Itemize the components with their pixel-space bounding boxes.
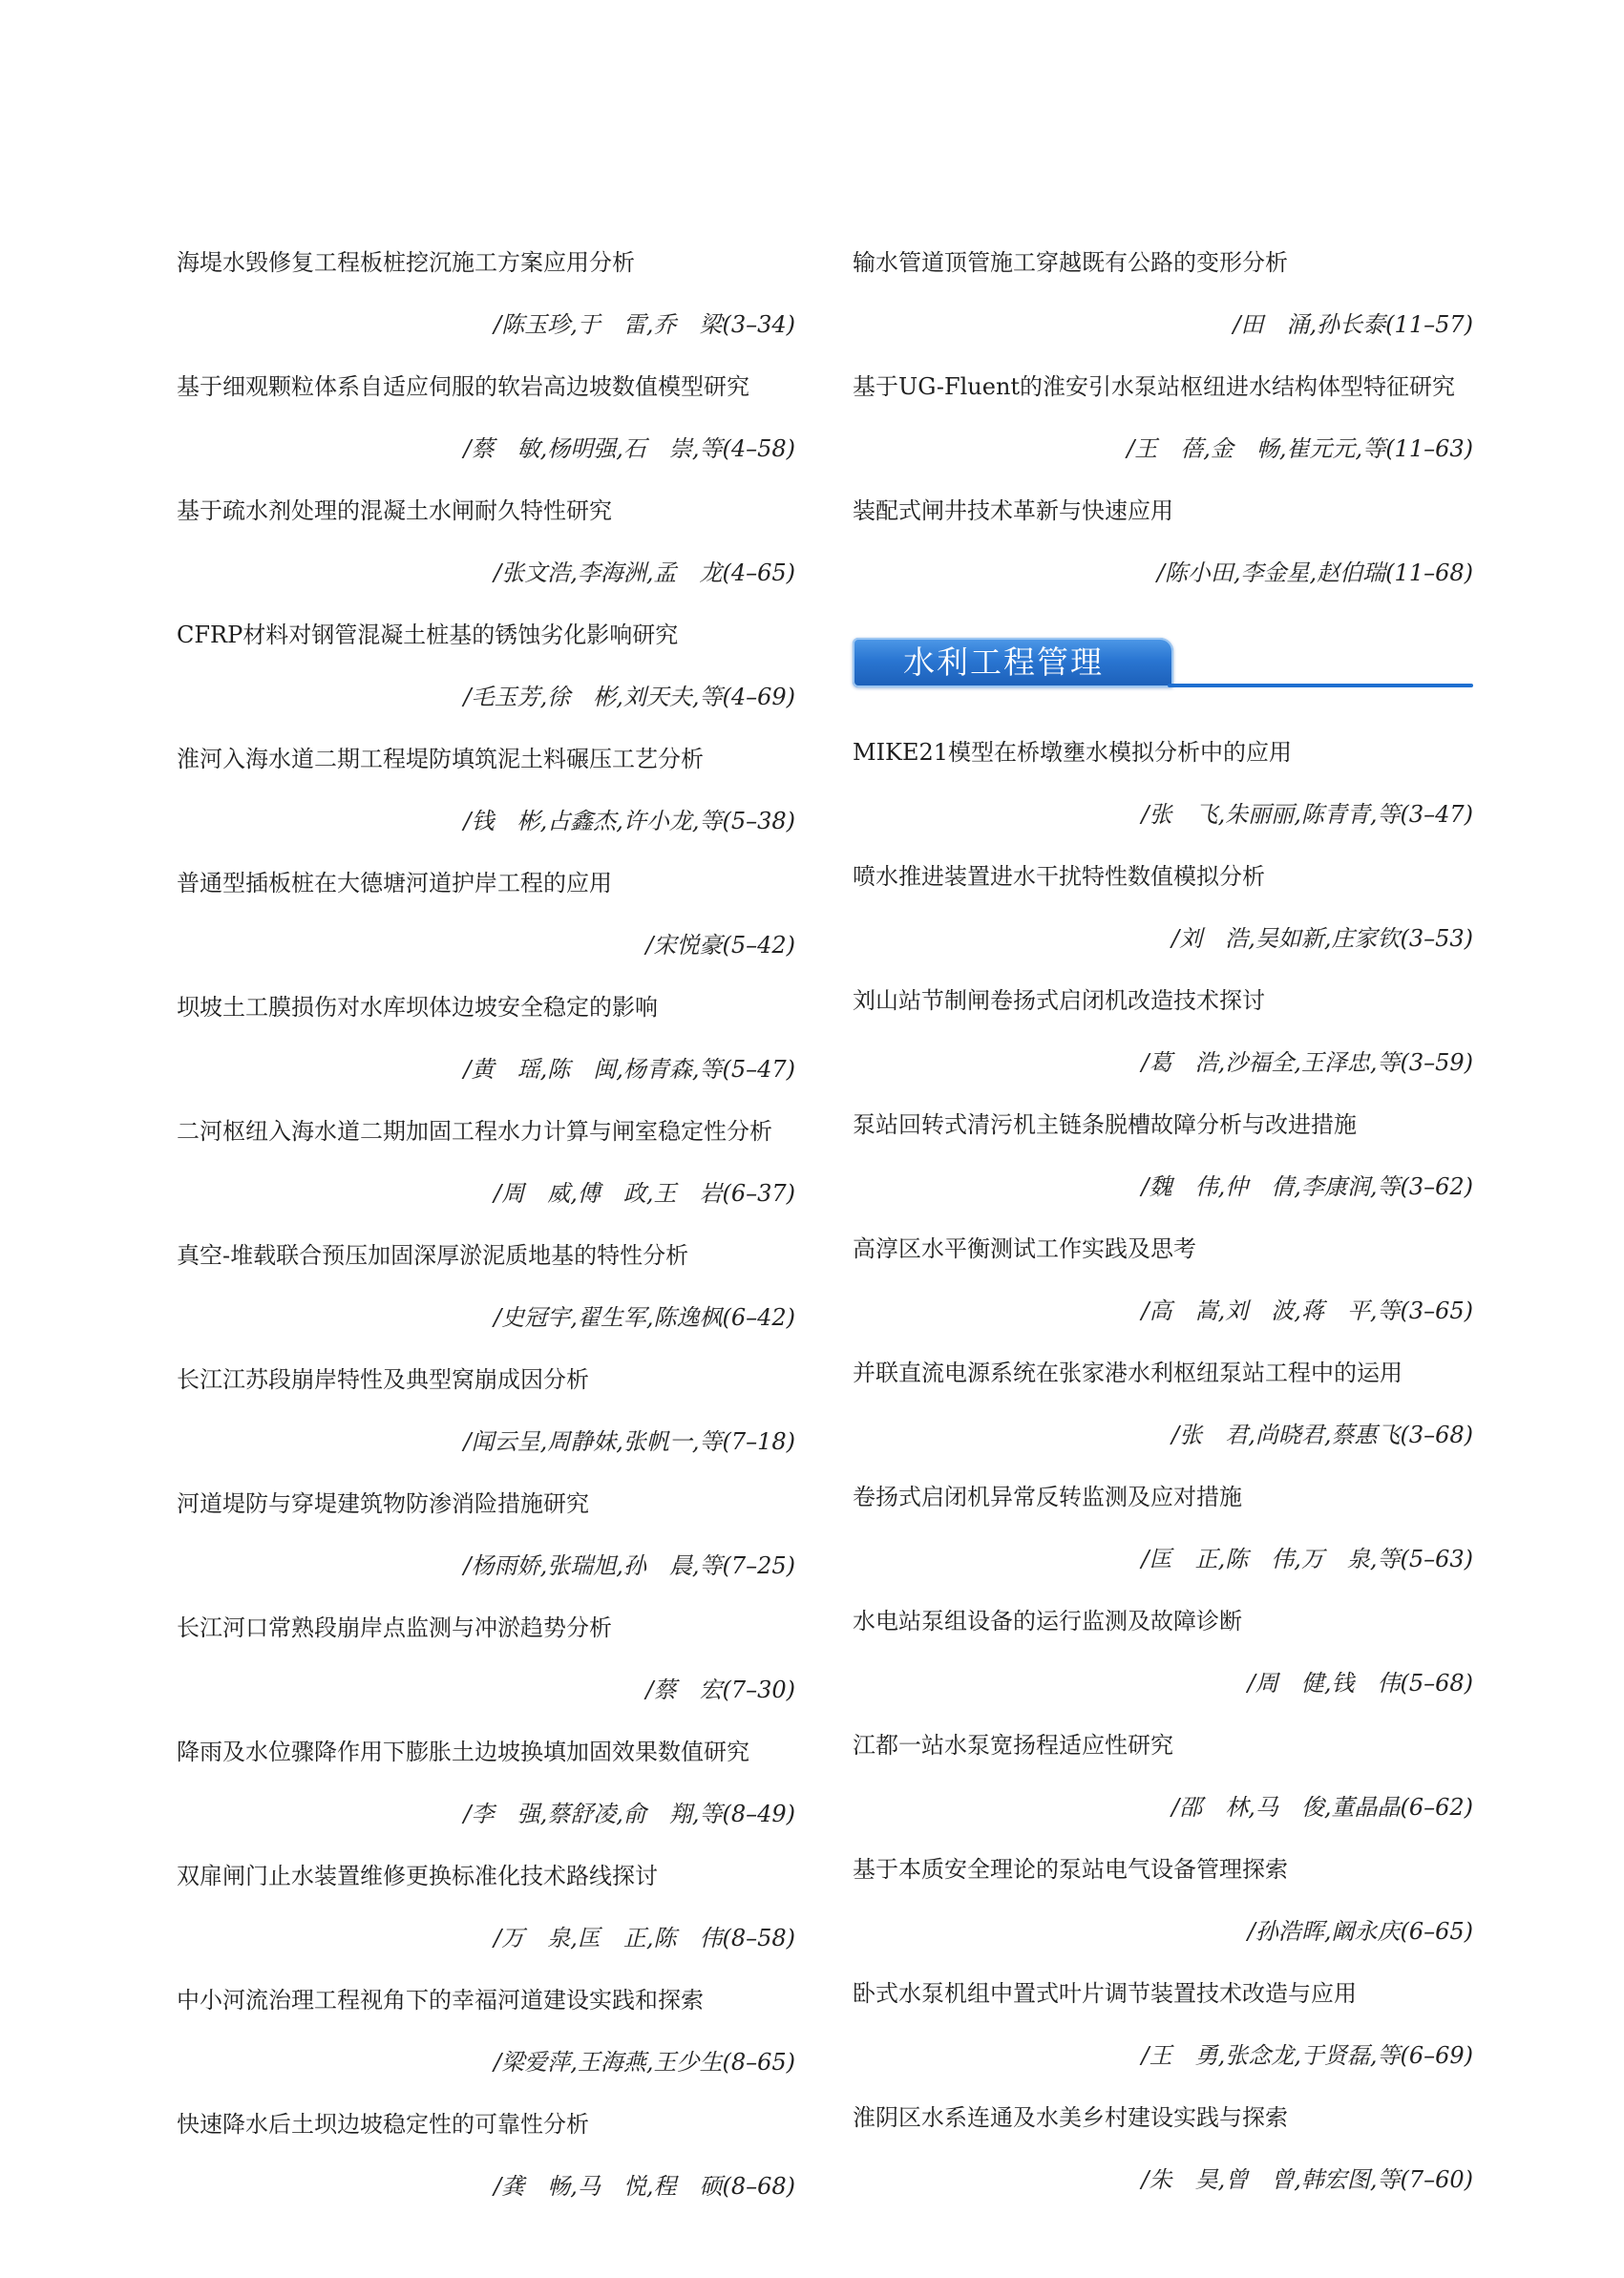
entry-title: 并联直流电源系统在张家港水利枢纽泵站工程中的运用 — [853, 1360, 1403, 1386]
index-entry — [853, 1715, 1473, 1839]
entry-title: 淮阴区水系连通及水美乡村建设实践与探索 — [853, 2104, 1288, 2131]
section-header — [853, 604, 1473, 722]
index-entry — [853, 1342, 1473, 1466]
entry-title: 基于细观颗粒体系自适应伺服的软岩高边坡数值模型研究 — [177, 373, 749, 400]
section-divider-line — [1168, 684, 1473, 687]
entry-title: 海堤水毁修复工程板桩挖沉施工方案应用分析 — [177, 249, 635, 276]
entry-authors: /田 涌,孙长泰(11–57) — [1233, 311, 1473, 338]
entry-authors: /邵 林,马 俊,董晶晶(6–62) — [1171, 1794, 1473, 1821]
entry-authors: /朱 昊,曾 曾,韩宏图,等(7–60) — [1141, 2166, 1473, 2193]
section-tab — [853, 638, 1173, 687]
entry-authors: /张 君,尚晓君,蔡惠飞(3–68) — [1171, 1422, 1473, 1448]
index-entry — [177, 1721, 795, 1846]
entry-authors: /宋悦豪(5–42) — [645, 932, 795, 959]
index-entry — [853, 970, 1473, 1094]
entry-authors: /杨雨娇,张瑞旭,孙 晨,等(7–25) — [463, 1552, 795, 1579]
index-entry — [177, 1473, 795, 1597]
entry-authors: /葛 浩,沙福全,王泽忠,等(3–59) — [1141, 1049, 1473, 1076]
index-entry — [177, 1101, 795, 1225]
entry-title: 坝坡土工膜损伤对水库坝体边坡安全稳定的影响 — [177, 994, 658, 1021]
entry-title: 长江江苏段崩岸特性及典型窝崩成因分析 — [177, 1366, 589, 1393]
entry-authors: /陈玉珍,于 雷,乔 梁(3–34) — [494, 311, 795, 338]
index-entry — [177, 1225, 795, 1349]
entry-title: 卧式水泵机组中置式叶片调节装置技术改造与应用 — [853, 1980, 1357, 2007]
entry-authors: /李 强,蔡舒凌,俞 翔,等(8–49) — [463, 1801, 795, 1827]
index-entry — [853, 1466, 1473, 1591]
entry-authors: /黄 瑶,陈 闽,杨青森,等(5–47) — [463, 1056, 795, 1083]
entry-authors: /王 勇,张念龙,于贤磊,等(6–69) — [1141, 2042, 1473, 2069]
entry-title: 基于疏水剂处理的混凝土水闸耐久特性研究 — [177, 497, 612, 524]
left-column — [177, 232, 795, 2218]
entry-title: 刘山站节制闸卷扬式启闭机改造技术探讨 — [853, 987, 1265, 1014]
index-entry — [853, 480, 1473, 604]
entry-authors: /张文浩,李海洲,孟 龙(4–65) — [494, 559, 795, 586]
entry-title: 二河枢纽入海水道二期加固工程水力计算与闸室稳定性分析 — [177, 1118, 772, 1145]
entry-authors: /张 飞,朱丽丽,陈青青,等(3–47) — [1141, 801, 1473, 828]
entry-title: 基于UG-Fluent的淮安引水泵站枢纽进水结构体型特征研究 — [853, 373, 1456, 400]
entry-authors: /刘 浩,吴如新,庄家钦(3–53) — [1171, 925, 1473, 952]
index-entry — [177, 977, 795, 1101]
entry-title: MIKE21模型在桥墩壅水模拟分析中的应用 — [853, 739, 1293, 766]
entry-authors: /陈小田,李金星,赵伯瑞(11–68) — [1156, 559, 1473, 586]
entry-title: 基于本质安全理论的泵站电气设备管理探索 — [853, 1856, 1288, 1883]
index-entry — [177, 232, 795, 356]
index-entry — [177, 1597, 795, 1721]
right-column — [853, 232, 1473, 2211]
right-entry-list-top — [853, 232, 1473, 604]
entry-title: 喷水推进装置进水干扰特性数值模拟分析 — [853, 863, 1265, 890]
index-entry — [853, 356, 1473, 480]
entry-authors: /闻云呈,周静妹,张帆一,等(7–18) — [463, 1428, 795, 1455]
index-entry — [853, 2087, 1473, 2211]
index-entry — [853, 1839, 1473, 1963]
entry-title: 输水管道顶管施工穿越既有公路的变形分析 — [853, 249, 1288, 276]
index-entry — [177, 604, 795, 728]
entry-title: 高淳区水平衡测试工作实践及思考 — [853, 1235, 1196, 1262]
entry-title: 长江河口常熟段崩岸点监测与冲淤趋势分析 — [177, 1614, 612, 1641]
entry-title: 双扉闸门止水装置维修更换标准化技术路线探讨 — [177, 1863, 658, 1889]
entry-authors: /蔡 宏(7–30) — [645, 1677, 795, 1703]
entry-title: 淮河入海水道二期工程堤防填筑泥土料碾压工艺分析 — [177, 746, 704, 772]
entry-authors: /王 蓓,金 畅,崔元元,等(11–63) — [1127, 435, 1473, 462]
entry-title: 泵站回转式清污机主链条脱槽故障分析与改进措施 — [853, 1111, 1357, 1138]
entry-title: 装配式闸井技术革新与快速应用 — [853, 497, 1173, 524]
index-entry — [177, 1846, 795, 1970]
entry-title: 卷扬式启闭机异常反转监测及应对措施 — [853, 1484, 1242, 1510]
index-entry — [853, 232, 1473, 356]
index-entry — [177, 2094, 795, 2218]
index-entry — [853, 846, 1473, 970]
entry-authors: /钱 彬,占鑫杰,许小龙,等(5–38) — [463, 808, 795, 834]
entry-authors: /史冠宇,翟生军,陈逸枫(6–42) — [494, 1304, 795, 1331]
index-entry — [177, 853, 795, 977]
index-entry — [853, 1591, 1473, 1715]
entry-authors: /孙浩晖,阚永庆(6–65) — [1247, 1918, 1473, 1945]
right-entry-list — [853, 722, 1473, 2211]
entry-authors: /周 威,傅 政,王 岩(6–37) — [494, 1180, 795, 1207]
entry-title: CFRP材料对钢管混凝土桩基的锈蚀劣化影响研究 — [177, 622, 679, 648]
index-entry — [177, 356, 795, 480]
section-heading: 水利工程管理 — [903, 643, 1104, 681]
index-entry — [853, 1218, 1473, 1342]
entry-authors: /万 泉,匡 正,陈 伟(8–58) — [494, 1925, 795, 1951]
entry-title: 普通型插板桩在大德塘河道护岸工程的应用 — [177, 870, 612, 896]
entry-authors: /梁爱萍,王海燕,王少生(8–65) — [494, 2049, 795, 2076]
entry-title: 真空-堆载联合预压加固深厚淤泥质地基的特性分析 — [177, 1242, 689, 1269]
entry-authors: /蔡 敏,杨明强,石 崇,等(4–58) — [463, 435, 795, 462]
entry-authors: /毛玉芳,徐 彬,刘天夫,等(4–69) — [463, 684, 795, 710]
index-entry — [177, 1970, 795, 2094]
entry-authors: /高 嵩,刘 波,蒋 平,等(3–65) — [1141, 1297, 1473, 1324]
index-entry — [853, 1094, 1473, 1218]
entry-title: 降雨及水位骤降作用下膨胀土边坡换填加固效果数值研究 — [177, 1739, 749, 1765]
entry-title: 快速降水后土坝边坡稳定性的可靠性分析 — [177, 2111, 589, 2138]
entry-authors: /魏 伟,仲 倩,李康润,等(3–62) — [1141, 1173, 1473, 1200]
entry-title: 中小河流治理工程视角下的幸福河道建设实践和探索 — [177, 1987, 704, 2014]
entry-authors: /周 健,钱 伟(5–68) — [1247, 1670, 1473, 1697]
entry-authors: /龚 畅,马 悦,程 硕(8–68) — [494, 2173, 795, 2200]
index-entry — [177, 1349, 795, 1473]
index-entry — [853, 722, 1473, 846]
left-entry-list — [177, 232, 795, 2218]
entry-title: 江都一站水泵宽扬程适应性研究 — [853, 1732, 1173, 1759]
index-entry — [177, 728, 795, 853]
entry-authors: /匡 正,陈 伟,万 泉,等(5–63) — [1141, 1546, 1473, 1572]
index-entry — [177, 480, 795, 604]
index-entry — [853, 1963, 1473, 2087]
entry-title: 河道堤防与穿堤建筑物防渗消险措施研究 — [177, 1490, 589, 1517]
entry-title: 水电站泵组设备的运行监测及故障诊断 — [853, 1608, 1242, 1635]
